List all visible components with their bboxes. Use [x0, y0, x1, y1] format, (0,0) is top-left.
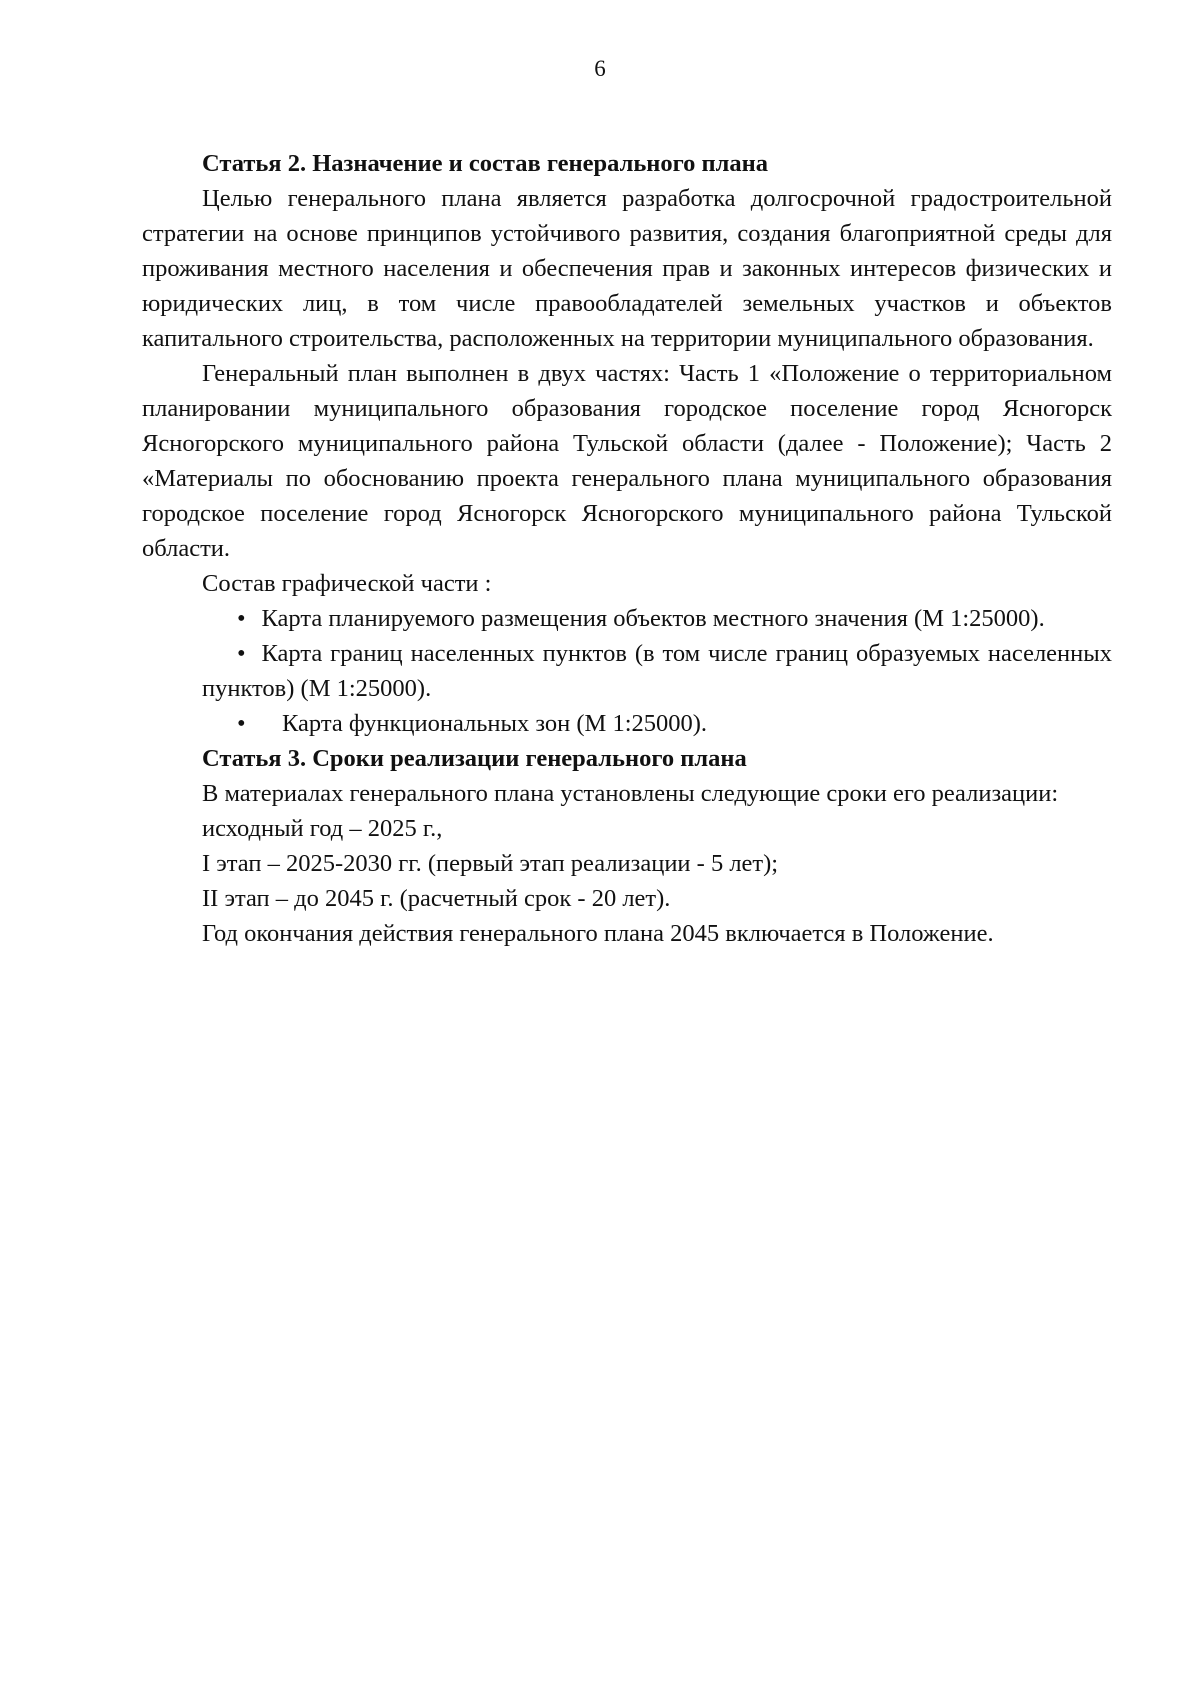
bullet-icon: •	[237, 640, 246, 667]
graphic-part-item-2	[142, 636, 1112, 706]
graphic-part-item-text: Карта функциональных зон (М 1:25000).	[282, 710, 708, 737]
article-3-paragraph-1: В материалах генерального плана установлены следующие сроки его реализации:	[202, 780, 1059, 807]
graphic-part-item-text: Карта границ населенных пунктов (в том числе границ образуемых населенных пунктов) (М 1:25000).	[202, 640, 1112, 702]
article-3-heading: Статья 3. Сроки реализации генерального плана	[202, 745, 747, 772]
bullet-icon: •	[237, 605, 246, 632]
graphic-part-item-text: Карта планируемого размещения объектов местного значения (М 1:25000).	[261, 605, 1045, 632]
article-2-heading: Статья 2. Назначение и состав генерального плана	[202, 150, 769, 177]
graphic-part-item-1	[142, 601, 1112, 636]
document-body	[142, 146, 1112, 951]
timeline-line-2: I этап – 2025-2030 гг. (первый этап реализации - 5 лет);	[202, 850, 779, 877]
timeline-line-1: исходный год – 2025 г.,	[202, 815, 443, 842]
graphic-part-intro: Состав графической части :	[202, 570, 492, 597]
page-number: 6	[594, 56, 606, 81]
timeline-line-3: II этап – до 2045 г. (расчетный срок - 20 лет).	[202, 885, 671, 912]
article-2-paragraph-2: Генеральный план выполнен в двух частях: Часть 1 «Положение о территориальном планировании муниципального образования городское поселение город Ясногорск Ясногорского муниципального района Тульской области (далее - Положение); Часть 2 «Материалы по обоснованию проекта генерального плана муниципального образования городское поселение город Ясногорск Ясногорского муниципального района Тульской области.	[142, 360, 1112, 562]
timeline-line-4: Год окончания действия генерального плана 2045 включается в Положение.	[202, 920, 994, 947]
article-2-paragraph-1: Целью генерального плана является разработка долгосрочной градостроительной стратегии на основе принципов устойчивого развития, создания благоприятной среды для проживания местного населения и обеспечения прав и законных интересов физических и юридических лиц, в том числе правообладателей земельных участков и объектов капитального строительства, расположенных на территории муниципального образования.	[142, 185, 1112, 352]
graphic-part-item-3	[142, 706, 1112, 741]
bullet-icon: •	[237, 710, 246, 737]
